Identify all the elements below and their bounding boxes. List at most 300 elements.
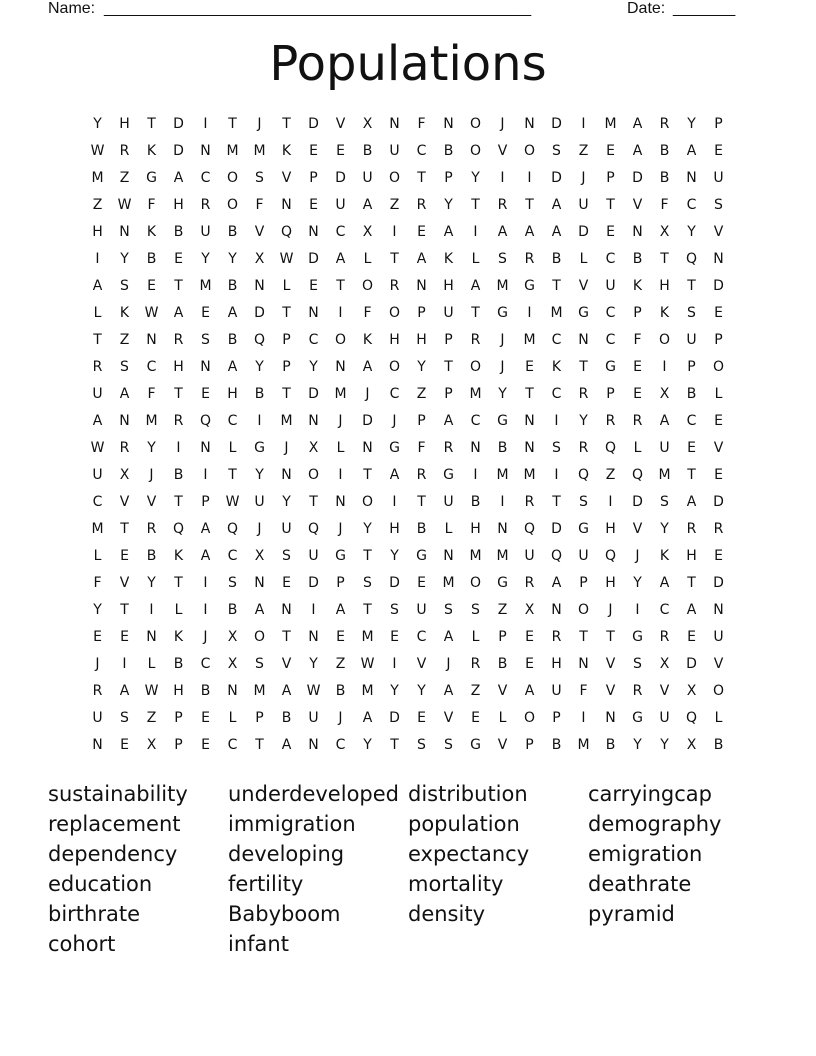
- grid-letter[interactable]: T: [579, 629, 588, 645]
- grid-letter[interactable]: J: [338, 413, 343, 429]
- grid-letter[interactable]: T: [606, 629, 615, 645]
- grid-letter[interactable]: C: [308, 332, 319, 348]
- grid-letter[interactable]: V: [146, 494, 157, 510]
- grid-letter[interactable]: Q: [685, 710, 698, 726]
- grid-letter[interactable]: I: [203, 602, 208, 618]
- grid-letter[interactable]: Q: [604, 440, 617, 456]
- grid-letter[interactable]: E: [471, 710, 480, 726]
- grid-letter[interactable]: W: [144, 305, 159, 321]
- grid-letter[interactable]: T: [579, 359, 588, 375]
- grid-letter[interactable]: X: [362, 116, 373, 132]
- grid-letter[interactable]: R: [632, 413, 643, 429]
- grid-letter[interactable]: B: [659, 143, 670, 159]
- grid-letter[interactable]: O: [226, 197, 239, 213]
- grid-letter[interactable]: T: [687, 467, 696, 483]
- grid-letter[interactable]: J: [635, 548, 640, 564]
- grid-letter[interactable]: O: [469, 575, 482, 591]
- grid-letter[interactable]: Y: [498, 386, 507, 402]
- grid-letter[interactable]: O: [334, 332, 347, 348]
- grid-letter[interactable]: F: [633, 332, 642, 348]
- grid-letter[interactable]: E: [417, 224, 426, 240]
- grid-letter[interactable]: T: [309, 494, 318, 510]
- grid-letter[interactable]: N: [713, 251, 724, 267]
- grid-letter[interactable]: B: [632, 251, 643, 267]
- grid-letter[interactable]: N: [578, 656, 589, 672]
- grid-letter[interactable]: M: [199, 278, 212, 294]
- grid-letter[interactable]: C: [416, 629, 427, 645]
- grid-letter[interactable]: X: [254, 251, 265, 267]
- grid-letter[interactable]: T: [525, 197, 534, 213]
- grid-letter[interactable]: N: [632, 224, 643, 240]
- grid-letter[interactable]: E: [525, 656, 534, 672]
- grid-letter[interactable]: P: [606, 386, 615, 402]
- grid-letter[interactable]: B: [281, 710, 292, 726]
- grid-letter[interactable]: J: [284, 440, 289, 456]
- grid-letter[interactable]: D: [713, 494, 724, 510]
- grid-letter[interactable]: N: [146, 332, 157, 348]
- grid-letter[interactable]: V: [335, 116, 346, 132]
- grid-letter[interactable]: W: [360, 656, 375, 672]
- grid-letter[interactable]: V: [713, 656, 724, 672]
- grid-letter[interactable]: S: [120, 359, 129, 375]
- grid-letter[interactable]: U: [443, 305, 454, 321]
- grid-letter[interactable]: T: [228, 467, 237, 483]
- grid-letter[interactable]: Y: [417, 683, 426, 699]
- grid-letter[interactable]: I: [581, 710, 586, 726]
- grid-letter[interactable]: X: [119, 467, 130, 483]
- grid-letter[interactable]: A: [362, 710, 373, 726]
- grid-letter[interactable]: D: [308, 386, 319, 402]
- grid-letter[interactable]: I: [203, 467, 208, 483]
- grid-letter[interactable]: A: [362, 359, 373, 375]
- grid-letter[interactable]: D: [551, 116, 562, 132]
- grid-letter[interactable]: D: [362, 413, 373, 429]
- grid-letter[interactable]: K: [146, 143, 157, 159]
- grid-letter[interactable]: E: [390, 629, 399, 645]
- grid-letter[interactable]: A: [551, 575, 562, 591]
- grid-letter[interactable]: G: [416, 548, 427, 564]
- grid-letter[interactable]: S: [201, 332, 210, 348]
- grid-letter[interactable]: Y: [390, 548, 399, 564]
- grid-letter[interactable]: D: [713, 575, 724, 591]
- grid-letter[interactable]: F: [417, 116, 426, 132]
- grid-letter[interactable]: M: [523, 332, 536, 348]
- grid-letter[interactable]: M: [523, 467, 536, 483]
- grid-letter[interactable]: S: [687, 305, 696, 321]
- grid-letter[interactable]: R: [605, 413, 616, 429]
- grid-letter[interactable]: S: [579, 494, 588, 510]
- grid-letter[interactable]: Y: [147, 575, 156, 591]
- grid-letter[interactable]: E: [147, 278, 156, 294]
- grid-letter[interactable]: H: [119, 116, 130, 132]
- grid-letter[interactable]: D: [308, 116, 319, 132]
- grid-letter[interactable]: V: [119, 575, 130, 591]
- grid-letter[interactable]: A: [443, 683, 454, 699]
- grid-letter[interactable]: I: [554, 467, 559, 483]
- grid-letter[interactable]: B: [605, 737, 616, 753]
- grid-letter[interactable]: E: [525, 629, 534, 645]
- grid-letter[interactable]: O: [226, 170, 239, 186]
- grid-letter[interactable]: P: [201, 494, 210, 510]
- grid-letter[interactable]: H: [470, 521, 481, 537]
- grid-letter[interactable]: C: [335, 224, 346, 240]
- grid-letter[interactable]: S: [444, 602, 453, 618]
- grid-letter[interactable]: B: [686, 386, 697, 402]
- grid-letter[interactable]: E: [417, 710, 426, 726]
- grid-letter[interactable]: N: [551, 602, 562, 618]
- grid-letter[interactable]: B: [362, 143, 373, 159]
- grid-letter[interactable]: P: [579, 575, 588, 591]
- grid-letter[interactable]: T: [525, 386, 534, 402]
- grid-letter[interactable]: X: [227, 629, 238, 645]
- grid-letter[interactable]: U: [713, 629, 724, 645]
- grid-letter[interactable]: A: [524, 683, 535, 699]
- grid-letter[interactable]: L: [336, 440, 345, 456]
- grid-letter[interactable]: Q: [199, 413, 212, 429]
- grid-letter[interactable]: B: [551, 251, 562, 267]
- grid-letter[interactable]: U: [281, 521, 292, 537]
- grid-letter[interactable]: L: [93, 548, 102, 564]
- grid-letter[interactable]: L: [579, 251, 588, 267]
- grid-letter[interactable]: Y: [120, 251, 129, 267]
- grid-letter[interactable]: V: [605, 656, 616, 672]
- grid-letter[interactable]: A: [524, 224, 535, 240]
- grid-letter[interactable]: X: [227, 656, 238, 672]
- grid-letter[interactable]: O: [712, 683, 725, 699]
- grid-letter[interactable]: W: [90, 440, 105, 456]
- grid-letter[interactable]: R: [578, 440, 589, 456]
- grid-letter[interactable]: O: [712, 359, 725, 375]
- grid-letter[interactable]: L: [633, 440, 642, 456]
- grid-letter[interactable]: W: [90, 143, 105, 159]
- grid-letter[interactable]: N: [470, 440, 481, 456]
- grid-letter[interactable]: N: [281, 197, 292, 213]
- grid-letter[interactable]: Q: [307, 521, 320, 537]
- grid-letter[interactable]: Y: [579, 413, 588, 429]
- grid-letter[interactable]: I: [527, 305, 532, 321]
- grid-letter[interactable]: U: [659, 440, 670, 456]
- grid-letter[interactable]: P: [444, 332, 453, 348]
- grid-letter[interactable]: X: [146, 737, 157, 753]
- grid-letter[interactable]: L: [228, 440, 237, 456]
- grid-letter[interactable]: N: [254, 278, 265, 294]
- grid-letter[interactable]: L: [714, 386, 723, 402]
- grid-letter[interactable]: T: [552, 278, 561, 294]
- grid-letter[interactable]: E: [714, 143, 723, 159]
- grid-letter[interactable]: D: [308, 251, 319, 267]
- grid-letter[interactable]: J: [203, 629, 208, 645]
- grid-letter[interactable]: E: [93, 629, 102, 645]
- grid-letter[interactable]: T: [174, 494, 183, 510]
- grid-letter[interactable]: U: [416, 602, 427, 618]
- grid-letter[interactable]: N: [92, 737, 103, 753]
- grid-letter[interactable]: Y: [660, 737, 669, 753]
- grid-letter[interactable]: L: [444, 521, 453, 537]
- grid-letter[interactable]: A: [92, 413, 103, 429]
- grid-letter[interactable]: E: [633, 359, 642, 375]
- grid-letter[interactable]: P: [174, 737, 183, 753]
- grid-letter[interactable]: H: [389, 332, 400, 348]
- grid-letter[interactable]: V: [713, 224, 724, 240]
- grid-letter[interactable]: I: [203, 575, 208, 591]
- grid-letter[interactable]: Y: [201, 251, 210, 267]
- grid-letter[interactable]: F: [417, 440, 426, 456]
- grid-letter[interactable]: Q: [172, 521, 185, 537]
- grid-letter[interactable]: I: [203, 116, 208, 132]
- grid-letter[interactable]: T: [660, 251, 669, 267]
- grid-letter[interactable]: N: [200, 359, 211, 375]
- grid-letter[interactable]: S: [120, 710, 129, 726]
- grid-letter[interactable]: V: [605, 683, 616, 699]
- grid-letter[interactable]: A: [119, 683, 130, 699]
- grid-letter[interactable]: O: [307, 467, 320, 483]
- grid-letter[interactable]: E: [120, 548, 129, 564]
- grid-letter[interactable]: T: [147, 116, 156, 132]
- grid-letter[interactable]: G: [146, 170, 157, 186]
- grid-letter[interactable]: G: [497, 413, 508, 429]
- grid-letter[interactable]: Z: [146, 710, 157, 726]
- grid-letter[interactable]: V: [119, 494, 130, 510]
- grid-letter[interactable]: R: [443, 440, 454, 456]
- grid-letter[interactable]: B: [713, 737, 724, 753]
- grid-letter[interactable]: L: [174, 602, 183, 618]
- grid-letter[interactable]: W: [144, 683, 159, 699]
- grid-letter[interactable]: Z: [578, 143, 589, 159]
- grid-letter[interactable]: C: [92, 494, 103, 510]
- grid-letter[interactable]: D: [632, 170, 643, 186]
- grid-letter[interactable]: K: [362, 332, 373, 348]
- grid-letter[interactable]: B: [335, 683, 346, 699]
- grid-letter[interactable]: U: [254, 494, 265, 510]
- grid-letter[interactable]: C: [605, 251, 616, 267]
- grid-letter[interactable]: E: [714, 548, 723, 564]
- grid-letter[interactable]: I: [392, 494, 397, 510]
- grid-letter[interactable]: A: [227, 359, 238, 375]
- grid-letter[interactable]: Z: [470, 683, 481, 699]
- grid-letter[interactable]: N: [308, 737, 319, 753]
- grid-letter[interactable]: T: [444, 359, 453, 375]
- grid-letter[interactable]: B: [173, 224, 184, 240]
- grid-letter[interactable]: R: [173, 332, 184, 348]
- grid-letter[interactable]: R: [92, 683, 103, 699]
- grid-letter[interactable]: J: [95, 656, 100, 672]
- grid-letter[interactable]: A: [416, 251, 427, 267]
- grid-letter[interactable]: T: [228, 116, 237, 132]
- grid-letter[interactable]: D: [551, 521, 562, 537]
- grid-letter[interactable]: U: [389, 143, 400, 159]
- grid-letter[interactable]: A: [659, 575, 670, 591]
- grid-letter[interactable]: B: [551, 737, 562, 753]
- grid-letter[interactable]: S: [228, 575, 237, 591]
- grid-letter[interactable]: A: [200, 548, 211, 564]
- grid-letter[interactable]: Y: [228, 251, 237, 267]
- grid-letter[interactable]: U: [605, 278, 616, 294]
- grid-letter[interactable]: T: [93, 332, 102, 348]
- grid-letter[interactable]: C: [605, 332, 616, 348]
- grid-letter[interactable]: M: [604, 116, 617, 132]
- grid-letter[interactable]: E: [714, 413, 723, 429]
- grid-letter[interactable]: R: [524, 251, 535, 267]
- grid-letter[interactable]: Y: [363, 521, 372, 537]
- grid-letter[interactable]: A: [443, 224, 454, 240]
- grid-letter[interactable]: R: [713, 521, 724, 537]
- grid-letter[interactable]: U: [308, 548, 319, 564]
- grid-letter[interactable]: O: [523, 143, 536, 159]
- grid-letter[interactable]: R: [632, 683, 643, 699]
- grid-letter[interactable]: M: [253, 143, 266, 159]
- grid-letter[interactable]: N: [443, 116, 454, 132]
- grid-letter[interactable]: E: [201, 710, 210, 726]
- grid-letter[interactable]: M: [280, 413, 293, 429]
- grid-letter[interactable]: T: [174, 575, 183, 591]
- grid-letter[interactable]: T: [363, 548, 372, 564]
- grid-letter[interactable]: U: [443, 494, 454, 510]
- grid-letter[interactable]: M: [658, 467, 671, 483]
- grid-letter[interactable]: G: [254, 440, 265, 456]
- grid-letter[interactable]: I: [176, 440, 181, 456]
- grid-letter[interactable]: O: [361, 494, 374, 510]
- grid-letter[interactable]: K: [659, 548, 670, 564]
- grid-letter[interactable]: B: [227, 278, 238, 294]
- grid-letter[interactable]: T: [282, 386, 291, 402]
- grid-letter[interactable]: B: [227, 224, 238, 240]
- grid-letter[interactable]: N: [416, 278, 427, 294]
- grid-letter[interactable]: Y: [147, 440, 156, 456]
- grid-letter[interactable]: E: [120, 629, 129, 645]
- grid-letter[interactable]: Q: [631, 467, 644, 483]
- grid-letter[interactable]: N: [146, 629, 157, 645]
- grid-letter[interactable]: E: [606, 143, 615, 159]
- grid-letter[interactable]: E: [714, 467, 723, 483]
- grid-letter[interactable]: D: [686, 656, 697, 672]
- grid-letter[interactable]: A: [92, 278, 103, 294]
- grid-letter[interactable]: V: [281, 656, 292, 672]
- grid-letter[interactable]: O: [469, 116, 482, 132]
- grid-letter[interactable]: H: [443, 278, 454, 294]
- grid-letter[interactable]: U: [92, 710, 103, 726]
- grid-letter[interactable]: P: [552, 710, 561, 726]
- grid-letter[interactable]: I: [608, 494, 613, 510]
- grid-letter[interactable]: O: [388, 359, 401, 375]
- grid-letter[interactable]: D: [173, 116, 184, 132]
- grid-letter[interactable]: Y: [309, 656, 318, 672]
- grid-letter[interactable]: Y: [282, 494, 291, 510]
- grid-letter[interactable]: N: [389, 116, 400, 132]
- grid-letter[interactable]: B: [254, 386, 265, 402]
- grid-letter[interactable]: O: [361, 278, 374, 294]
- grid-letter[interactable]: J: [392, 413, 397, 429]
- grid-letter[interactable]: T: [174, 386, 183, 402]
- grid-letter[interactable]: U: [335, 197, 346, 213]
- grid-letter[interactable]: S: [417, 737, 426, 753]
- grid-letter[interactable]: T: [471, 197, 480, 213]
- grid-letter[interactable]: M: [550, 305, 563, 321]
- grid-letter[interactable]: F: [93, 575, 102, 591]
- grid-letter[interactable]: D: [632, 494, 643, 510]
- grid-letter[interactable]: R: [416, 467, 427, 483]
- grid-letter[interactable]: U: [578, 197, 589, 213]
- grid-letter[interactable]: N: [308, 305, 319, 321]
- grid-letter[interactable]: Z: [605, 467, 616, 483]
- grid-letter[interactable]: N: [362, 440, 373, 456]
- grid-letter[interactable]: T: [282, 116, 291, 132]
- grid-letter[interactable]: C: [200, 656, 211, 672]
- grid-letter[interactable]: T: [282, 629, 291, 645]
- grid-letter[interactable]: A: [389, 467, 400, 483]
- grid-letter[interactable]: E: [309, 278, 318, 294]
- grid-letter[interactable]: T: [552, 494, 561, 510]
- grid-letter[interactable]: T: [687, 575, 696, 591]
- grid-letter[interactable]: N: [686, 170, 697, 186]
- grid-letter[interactable]: B: [200, 683, 211, 699]
- grid-letter[interactable]: J: [257, 521, 262, 537]
- grid-letter[interactable]: R: [173, 413, 184, 429]
- grid-letter[interactable]: K: [173, 629, 184, 645]
- grid-letter[interactable]: N: [200, 143, 211, 159]
- grid-letter[interactable]: K: [659, 305, 670, 321]
- grid-letter[interactable]: H: [605, 521, 616, 537]
- grid-letter[interactable]: T: [336, 278, 345, 294]
- grid-letter[interactable]: G: [497, 305, 508, 321]
- grid-letter[interactable]: Z: [119, 170, 130, 186]
- grid-letter[interactable]: Y: [444, 197, 453, 213]
- grid-letter[interactable]: K: [443, 251, 454, 267]
- grid-letter[interactable]: D: [173, 143, 184, 159]
- grid-letter[interactable]: K: [173, 548, 184, 564]
- grid-letter[interactable]: C: [335, 737, 346, 753]
- grid-letter[interactable]: Y: [363, 737, 372, 753]
- grid-letter[interactable]: S: [471, 602, 480, 618]
- grid-letter[interactable]: T: [687, 278, 696, 294]
- grid-letter[interactable]: M: [91, 170, 104, 186]
- grid-letter[interactable]: R: [551, 629, 562, 645]
- grid-letter[interactable]: B: [497, 656, 508, 672]
- grid-letter[interactable]: F: [579, 683, 588, 699]
- grid-letter[interactable]: V: [497, 683, 508, 699]
- grid-letter[interactable]: O: [469, 359, 482, 375]
- grid-letter[interactable]: B: [443, 143, 454, 159]
- grid-letter[interactable]: V: [713, 440, 724, 456]
- grid-letter[interactable]: R: [389, 278, 400, 294]
- grid-letter[interactable]: R: [578, 386, 589, 402]
- grid-letter[interactable]: P: [309, 170, 318, 186]
- grid-letter[interactable]: W: [306, 683, 321, 699]
- grid-letter[interactable]: J: [149, 467, 154, 483]
- grid-letter[interactable]: O: [523, 710, 536, 726]
- grid-letter[interactable]: T: [390, 737, 399, 753]
- grid-letter[interactable]: N: [119, 224, 130, 240]
- grid-letter[interactable]: B: [416, 521, 427, 537]
- grid-letter[interactable]: V: [632, 521, 643, 537]
- grid-letter[interactable]: E: [714, 305, 723, 321]
- grid-letter[interactable]: H: [173, 683, 184, 699]
- grid-letter[interactable]: A: [227, 305, 238, 321]
- grid-letter[interactable]: W: [117, 197, 132, 213]
- grid-letter[interactable]: Q: [280, 224, 293, 240]
- grid-letter[interactable]: M: [496, 548, 509, 564]
- grid-letter[interactable]: B: [227, 602, 238, 618]
- grid-letter[interactable]: E: [201, 305, 210, 321]
- grid-letter[interactable]: W: [279, 251, 294, 267]
- grid-letter[interactable]: R: [470, 332, 481, 348]
- grid-letter[interactable]: U: [524, 548, 535, 564]
- grid-letter[interactable]: X: [686, 683, 697, 699]
- grid-letter[interactable]: F: [147, 197, 156, 213]
- grid-letter[interactable]: I: [95, 251, 100, 267]
- grid-letter[interactable]: M: [226, 143, 239, 159]
- grid-letter[interactable]: A: [686, 602, 697, 618]
- grid-letter[interactable]: K: [146, 224, 157, 240]
